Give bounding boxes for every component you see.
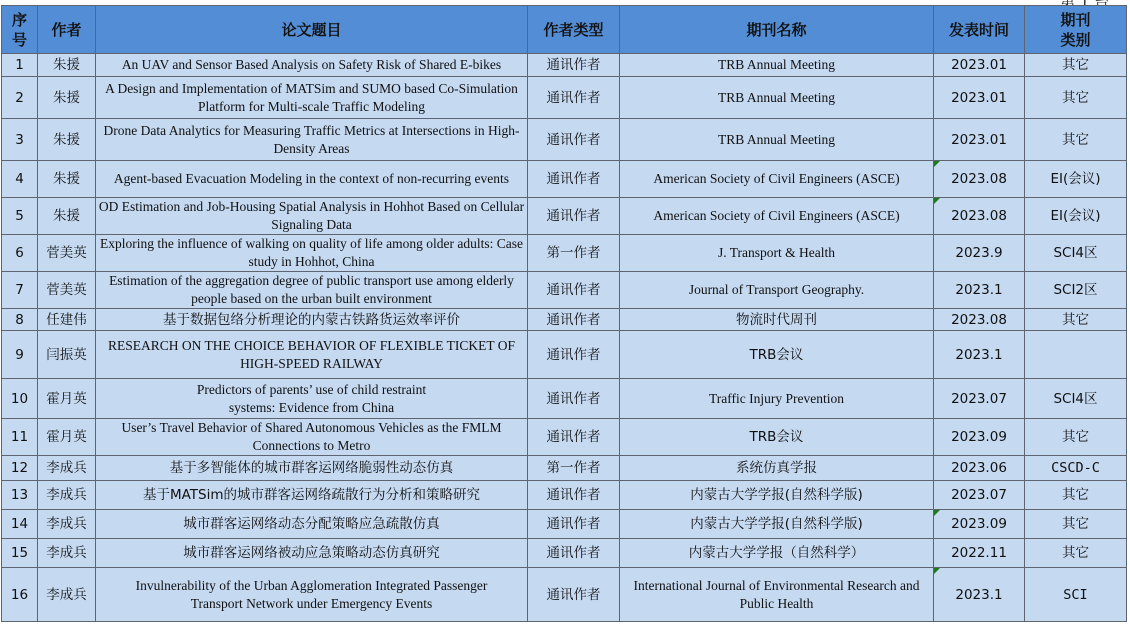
cell-date: 2023.09 bbox=[934, 419, 1025, 456]
cell-date: 2023.07 bbox=[934, 379, 1025, 419]
header-journal: 期刊名称 bbox=[620, 6, 934, 54]
cell-category: SCI2区 bbox=[1025, 272, 1127, 309]
cell-author-type: 第一作者 bbox=[528, 456, 620, 481]
cell-title: RESEARCH ON THE CHOICE BEHAVIOR OF FLEXIBLE TICKET OF HIGH-SPEED RAILWAY bbox=[96, 331, 528, 379]
cell-author: 朱援 bbox=[38, 77, 96, 119]
cell-date-text: 2023.08 bbox=[951, 171, 1007, 187]
comment-marker bbox=[934, 568, 940, 574]
cell-journal: American Society of Civil Engineers (ASCE) bbox=[620, 198, 934, 235]
cell-category: 其它 bbox=[1025, 419, 1127, 456]
cell-author-type: 通讯作者 bbox=[528, 331, 620, 379]
cell-date: 2023.9 bbox=[934, 235, 1025, 272]
cell-title: A Design and Implementation of MATSim and SUMO based Co-Simulation Platform for Multi-scale Traffic Modeling bbox=[96, 77, 528, 119]
cell-journal: Journal of Transport Geography. bbox=[620, 272, 934, 309]
cell-journal: TRB Annual Meeting bbox=[620, 54, 934, 77]
cell-author: 李成兵 bbox=[38, 456, 96, 481]
cell-author: 闫振英 bbox=[38, 331, 96, 379]
table-row bbox=[2, 161, 1127, 198]
cell-index: 16 bbox=[2, 568, 38, 622]
header-index-label: 序号 bbox=[11, 10, 27, 49]
cell-author-type: 通讯作者 bbox=[528, 309, 620, 331]
cell-title bbox=[96, 568, 528, 622]
cell-category: CSCD-C bbox=[1025, 456, 1127, 481]
cell-author: 李成兵 bbox=[38, 481, 96, 510]
cell-date bbox=[934, 161, 1025, 198]
comment-marker bbox=[934, 161, 940, 167]
cell-journal: J. Transport & Health bbox=[620, 235, 934, 272]
cell-category: 其它 bbox=[1025, 539, 1127, 568]
cell-index: 7 bbox=[2, 272, 38, 309]
cell-journal: TRB Annual Meeting bbox=[620, 119, 934, 161]
cell-index: 5 bbox=[2, 198, 38, 235]
header-index bbox=[2, 6, 38, 54]
cell-date: 2023.1 bbox=[934, 331, 1025, 379]
cell-author-type: 通讯作者 bbox=[528, 119, 620, 161]
cell-date: 2023.01 bbox=[934, 77, 1025, 119]
cell-index: 3 bbox=[2, 119, 38, 161]
cell-index: 4 bbox=[2, 161, 38, 198]
header-title: 论文题目 bbox=[96, 6, 528, 54]
cell-title: Drone Data Analytics for Measuring Traffic Metrics at Intersections in High-Density Areas bbox=[96, 119, 528, 161]
cell-index: 12 bbox=[2, 456, 38, 481]
cell-author-type: 通讯作者 bbox=[528, 54, 620, 77]
cell-index: 10 bbox=[2, 379, 38, 419]
header-category bbox=[1025, 6, 1127, 54]
cell-journal: 内蒙古大学学报(自然科学版) bbox=[620, 481, 934, 510]
cell-author-type: 通讯作者 bbox=[528, 481, 620, 510]
cell-category: 其它 bbox=[1025, 119, 1127, 161]
table-row bbox=[2, 119, 1127, 161]
cell-index: 15 bbox=[2, 539, 38, 568]
cell-author: 菅美英 bbox=[38, 235, 96, 272]
table-row bbox=[2, 568, 1127, 622]
cell-date-text: 2023.09 bbox=[951, 516, 1007, 532]
cell-category: 其它 bbox=[1025, 510, 1127, 539]
cell-journal: TRB会议 bbox=[620, 331, 934, 379]
table-row bbox=[2, 331, 1127, 379]
header-date: 发表时间 bbox=[934, 6, 1025, 54]
cell-index: 2 bbox=[2, 77, 38, 119]
cell-date bbox=[934, 198, 1025, 235]
cell-date: 2023.01 bbox=[934, 54, 1025, 77]
cell-author-type: 通讯作者 bbox=[528, 539, 620, 568]
cell-title: OD Estimation and Job-Housing Spatial Analysis in Hohhot Based on Cellular Signaling Data bbox=[96, 198, 528, 235]
cell-title-text: Predictors of parents’ use of child restraint systems: Evidence from China bbox=[196, 381, 427, 415]
cell-author: 李成兵 bbox=[38, 539, 96, 568]
cell-journal: TRB Annual Meeting bbox=[620, 77, 934, 119]
cell-author: 任建伟 bbox=[38, 309, 96, 331]
cell-category: EI(会议) bbox=[1025, 161, 1127, 198]
cell-author-type: 通讯作者 bbox=[528, 161, 620, 198]
cell-category: SCI4区 bbox=[1025, 235, 1127, 272]
cell-journal: 内蒙古大学学报（自然科学） bbox=[620, 539, 934, 568]
cell-title: Estimation of the aggregation degree of public transport use among elderly people based on the urban built environment bbox=[96, 272, 528, 309]
cell-category: 其它 bbox=[1025, 309, 1127, 331]
cell-title: User’s Travel Behavior of Shared Autonomous Vehicles as the FMLM Connections to Metro bbox=[96, 419, 528, 456]
comment-marker bbox=[934, 198, 940, 204]
table-row bbox=[2, 309, 1127, 331]
cell-author-type: 通讯作者 bbox=[528, 510, 620, 539]
cell-title: 基于数据包络分析理论的内蒙古铁路货运效率评价 bbox=[96, 309, 528, 331]
cell-category: SCI bbox=[1025, 568, 1127, 622]
cell-author: 李成兵 bbox=[38, 510, 96, 539]
cell-index: 13 bbox=[2, 481, 38, 510]
cell-author: 朱援 bbox=[38, 198, 96, 235]
cell-journal: 系统仿真学报 bbox=[620, 456, 934, 481]
table-row bbox=[2, 198, 1127, 235]
cell-author-type: 通讯作者 bbox=[528, 272, 620, 309]
cell-journal: American Society of Civil Engineers (ASCE) bbox=[620, 161, 934, 198]
header-category-label: 期刊类别 bbox=[1060, 10, 1091, 49]
cell-journal: TRB会议 bbox=[620, 419, 934, 456]
cell-title bbox=[96, 379, 528, 419]
cell-category: 其它 bbox=[1025, 54, 1127, 77]
cell-author-type: 通讯作者 bbox=[528, 419, 620, 456]
cell-index: 8 bbox=[2, 309, 38, 331]
cell-index: 6 bbox=[2, 235, 38, 272]
header-author: 作者 bbox=[38, 6, 96, 54]
cell-title: An UAV and Sensor Based Analysis on Safety Risk of Shared E-bikes bbox=[96, 54, 528, 77]
table-row bbox=[2, 77, 1127, 119]
cell-title: Exploring the influence of walking on quality of life among older adults: Case study in Hohhot, China bbox=[96, 235, 528, 272]
cell-date: 2023.06 bbox=[934, 456, 1025, 481]
header-row bbox=[2, 6, 1127, 54]
cell-date: 2023.07 bbox=[934, 481, 1025, 510]
cell-date-text: 2023.08 bbox=[951, 208, 1007, 224]
cell-journal: 物流时代周刊 bbox=[620, 309, 934, 331]
table-row bbox=[2, 456, 1127, 481]
table-row bbox=[2, 510, 1127, 539]
cell-date: 2022.11 bbox=[934, 539, 1025, 568]
cell-journal: 内蒙古大学学报(自然科学版) bbox=[620, 510, 934, 539]
cell-author-type: 第一作者 bbox=[528, 235, 620, 272]
cell-author-type: 通讯作者 bbox=[528, 379, 620, 419]
cell-author: 朱援 bbox=[38, 161, 96, 198]
header-author-type: 作者类型 bbox=[528, 6, 620, 54]
cell-author: 李成兵 bbox=[38, 568, 96, 622]
cell-category: 其它 bbox=[1025, 77, 1127, 119]
cell-author: 朱援 bbox=[38, 54, 96, 77]
cell-index: 1 bbox=[2, 54, 38, 77]
cell-index: 14 bbox=[2, 510, 38, 539]
cell-index: 9 bbox=[2, 331, 38, 379]
table-row bbox=[2, 272, 1127, 309]
cell-author: 菅美英 bbox=[38, 272, 96, 309]
table-row bbox=[2, 539, 1127, 568]
table-row bbox=[2, 481, 1127, 510]
cell-author: 霍月英 bbox=[38, 419, 96, 456]
cell-title: 基于多智能体的城市群客运网络脆弱性动态仿真 bbox=[96, 456, 528, 481]
cell-title: Agent-based Evacuation Modeling in the context of non-recurring events bbox=[96, 161, 528, 198]
cell-date bbox=[934, 510, 1025, 539]
cell-category bbox=[1025, 331, 1127, 379]
table-row bbox=[2, 419, 1127, 456]
table-row bbox=[2, 54, 1127, 77]
table-row bbox=[2, 235, 1127, 272]
cell-author: 霍月英 bbox=[38, 379, 96, 419]
cell-date: 2023.01 bbox=[934, 119, 1025, 161]
cell-date: 2023.08 bbox=[934, 309, 1025, 331]
cell-index: 11 bbox=[2, 419, 38, 456]
comment-marker bbox=[934, 510, 940, 516]
cell-author-type: 通讯作者 bbox=[528, 198, 620, 235]
cell-date: 2023.1 bbox=[934, 272, 1025, 309]
cell-category: 其它 bbox=[1025, 481, 1127, 510]
cell-category: SCI4区 bbox=[1025, 379, 1127, 419]
cell-date-text: 2023.1 bbox=[955, 586, 1003, 603]
cell-title-text: Invulnerability of the Urban Agglomeration Integrated Passenger Transport Network under Emergency Events bbox=[135, 577, 488, 611]
cell-author-type: 通讯作者 bbox=[528, 77, 620, 119]
papers-table bbox=[1, 5, 1127, 622]
cell-author-type: 通讯作者 bbox=[528, 568, 620, 622]
cell-author: 朱援 bbox=[38, 119, 96, 161]
cell-date bbox=[934, 568, 1025, 622]
cell-journal: International Journal of Environmental Research and Public Health bbox=[620, 568, 934, 622]
cell-title: 城市群客运网络动态分配策略应急疏散仿真 bbox=[96, 510, 528, 539]
table-row bbox=[2, 379, 1127, 419]
cell-title: 基于MATSim的城市群客运网络疏散行为分析和策略研究 bbox=[96, 481, 528, 510]
cell-title: 城市群客运网络被动应急策略动态仿真研究 bbox=[96, 539, 528, 568]
cell-journal: Traffic Injury Prevention bbox=[620, 379, 934, 419]
cell-category: EI(会议) bbox=[1025, 198, 1127, 235]
